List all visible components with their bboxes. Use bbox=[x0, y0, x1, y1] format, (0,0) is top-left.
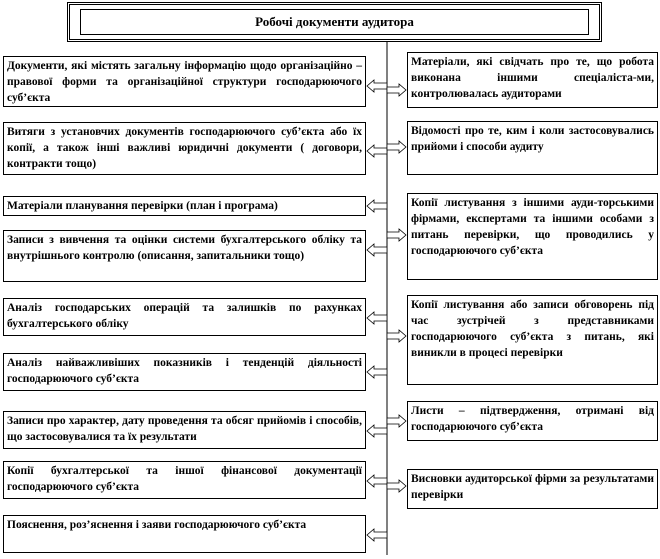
right-box-5-text: Листи – підтвердження, отримані від господарюючого суб’єкта bbox=[411, 405, 654, 433]
right-box-1 bbox=[407, 52, 658, 108]
title-box bbox=[67, 2, 602, 42]
left-box-2-text: Витяги з установчих документів господарюючого суб’єкта або їх копії, а також інші важливі юридичні документи ( договори, контракти тощо) bbox=[7, 126, 362, 170]
left-box-4 bbox=[3, 230, 366, 282]
left-box-5-text: Аналіз господарських операцій та залишків по рахунках бухгалтерського обліку bbox=[7, 302, 362, 330]
right-box-2-text: Відомості про те, ким і коли застосовувались прийоми і способи аудиту bbox=[411, 125, 654, 153]
left-box-1 bbox=[3, 56, 366, 107]
right-box-1-text: Матеріали, які свідчать про те, що робота виконана іншими спеціаліста-ми, контролювалась аудиторами bbox=[411, 56, 654, 100]
left-box-6-text: Аналіз найважливіших показників і тенденцій діяльності господарюючого суб’єкта bbox=[7, 357, 362, 385]
arrow-to-right-box-2 bbox=[387, 141, 406, 153]
arrow-to-right-box-1 bbox=[387, 84, 406, 96]
right-box-3-text: Копії листування з іншими ауди-торськими фірмами, експертами та іншими особами з питань перевірки, що проводились у господарюючого суб’єкта bbox=[411, 197, 654, 257]
left-box-2 bbox=[3, 122, 366, 175]
diagram-title: Робочі документи аудитора bbox=[255, 13, 414, 29]
left-box-4-text: Записи з вивчення та оцінки системи бухгалтерського обліку та внутрішнього контролю (описання, запитальники тощо) bbox=[7, 234, 362, 262]
left-box-9 bbox=[3, 515, 366, 553]
right-box-4 bbox=[407, 295, 658, 385]
arrow-to-right-box-5 bbox=[387, 415, 406, 427]
arrow-to-right-box-3 bbox=[387, 229, 406, 241]
left-box-5 bbox=[3, 298, 366, 336]
left-box-7-text: Записи про характер, дату проведення та обсяг прийомів і способів, що застосовувалися та їх результати bbox=[7, 415, 362, 443]
arrow-to-left-box-2 bbox=[367, 145, 387, 157]
left-box-8-text: Копії бухгалтерської та іншої фінансової документації господарюючого суб’єкта bbox=[7, 465, 362, 493]
right-box-2 bbox=[407, 121, 658, 175]
left-box-6 bbox=[3, 353, 366, 391]
arrow-to-left-box-4 bbox=[367, 244, 387, 256]
arrow-to-left-box-6 bbox=[367, 366, 387, 378]
arrow-to-left-box-8 bbox=[367, 475, 387, 487]
right-box-6-text: Висновки аудиторської фірми за результатами перевірки bbox=[411, 473, 654, 501]
arrow-to-left-box-9 bbox=[367, 529, 387, 541]
right-box-4-text: Копії листування або записи обговорень під час зустрічей з представниками господарюючого суб’єкта з питань, які виникли в процесі перевірки bbox=[411, 299, 654, 359]
left-box-9-text: Пояснення, роз’яснення і заяви господарюючого суб’єкта bbox=[7, 519, 307, 531]
arrow-to-left-box-3 bbox=[367, 200, 387, 212]
arrow-to-right-box-6 bbox=[387, 480, 406, 492]
left-box-1-text: Документи, які містять загальну інформацію щодо організаційно – правової форми та організаційної структури господарюючого суб’єкта bbox=[7, 60, 362, 104]
arrow-to-left-box-1 bbox=[367, 80, 387, 92]
arrow-to-right-box-4 bbox=[387, 330, 406, 342]
right-box-6 bbox=[407, 469, 658, 509]
left-box-8 bbox=[3, 461, 366, 499]
left-box-7 bbox=[3, 411, 366, 449]
right-box-5 bbox=[407, 401, 658, 441]
left-box-3 bbox=[3, 196, 366, 216]
arrow-to-left-box-5 bbox=[367, 312, 387, 324]
arrow-to-left-box-7 bbox=[367, 425, 387, 437]
title-inner bbox=[80, 9, 590, 35]
left-box-3-text: Матеріали планування перевірки (план і програма) bbox=[7, 200, 278, 212]
right-box-3 bbox=[407, 193, 658, 280]
